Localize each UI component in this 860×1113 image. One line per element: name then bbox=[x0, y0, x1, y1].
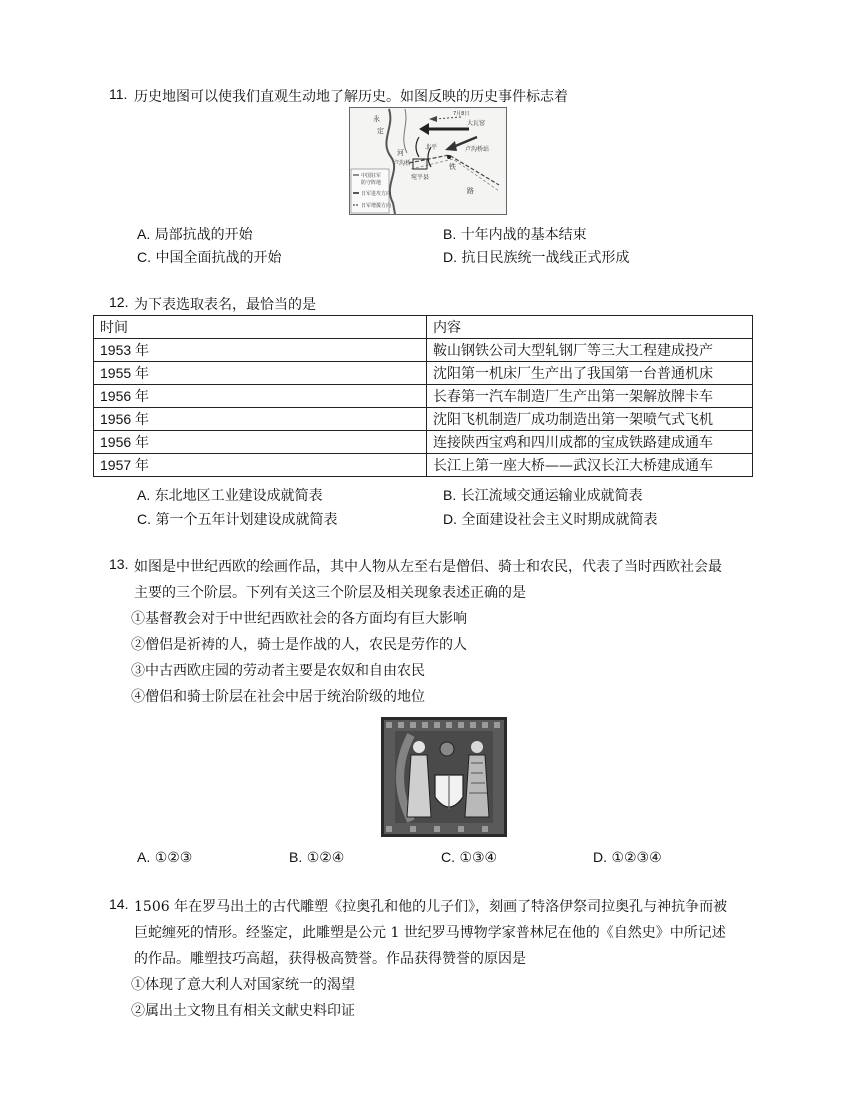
legend-item-1: 中国驻军 bbox=[361, 173, 382, 179]
question-12-number: 12. bbox=[109, 294, 129, 310]
map-label-yong: 永 bbox=[373, 115, 380, 123]
q14-statement-1: ①体现了意大利人对国家统一的渴望 bbox=[131, 977, 355, 993]
q13-option-a[interactable]: A. ①②③ bbox=[137, 849, 193, 866]
q12-option-d[interactable]: D. 全面建设社会主义时期成就简表 bbox=[443, 511, 658, 528]
map-label-date: 7月8日 bbox=[453, 111, 470, 117]
legend-item-3: 日军进攻方向 bbox=[361, 191, 392, 197]
map-label-station: 卢沟桥站 bbox=[465, 146, 490, 153]
q13-statement-4: ④僧侣和骑士阶层在社会中居于统治阶级的地位 bbox=[131, 689, 425, 705]
map-label-luguoqiao: 卢沟桥 bbox=[393, 160, 412, 167]
table-cell-year: 1956 年 bbox=[94, 431, 427, 454]
question-14-stem-line-1: 1506 年在罗马出土的古代雕塑《拉奥孔和他的儿子们》，刻画了特洛伊祭司拉奥孔与神抗争而被 bbox=[134, 899, 728, 915]
map-label-tie: 铁 bbox=[449, 163, 456, 171]
map-label-beiping: 北平 bbox=[425, 144, 438, 151]
table-cell-content: 长江上第一座大桥——武汉长江大桥建成通车 bbox=[427, 454, 753, 477]
map-label-wanping: 宛平县 bbox=[411, 174, 430, 181]
map-label-dawayao: 大瓦窑 bbox=[467, 120, 486, 127]
q12-option-b[interactable]: B. 长江流域交通运输业成就简表 bbox=[443, 487, 643, 504]
table-cell-content: 沈阳飞机制造厂成功制造出第一架喷气式飞机 bbox=[427, 408, 753, 431]
q13-option-b[interactable]: B. ①②④ bbox=[289, 849, 345, 866]
q13-statement-3: ③中古西欧庄园的劳动者主要是农奴和自由农民 bbox=[131, 663, 425, 679]
q11-option-a[interactable]: A. 局部抗战的开始 bbox=[137, 226, 253, 243]
map-label-lu: 路 bbox=[467, 187, 474, 195]
table-header-time: 时间 bbox=[94, 316, 427, 339]
table-cell-content: 连接陕西宝鸡和四川成都的宝成铁路建成通车 bbox=[427, 431, 753, 454]
map-label-ding: 定 bbox=[377, 127, 384, 135]
question-14-stem-line-2: 巨蛇缠死的情形。经鉴定，此雕塑是公元 1 世纪罗马博物学家普林尼在他的《自然史》中所记述 bbox=[134, 925, 726, 941]
question-12-stem: 为下表选取表名，最恰当的是 bbox=[134, 297, 316, 313]
table-row bbox=[94, 362, 753, 385]
table-cell-content: 长春第一汽车制造厂生产出第一架解放牌卡车 bbox=[427, 385, 753, 408]
table-row bbox=[94, 408, 753, 431]
q11-option-d[interactable]: D. 抗日民族统一战线正式形成 bbox=[443, 249, 630, 266]
table-cell-year: 1957 年 bbox=[94, 454, 427, 477]
question-13-stem-line-1: 如图是中世纪西欧的绘画作品，其中人物从左至右是僧侣、骑士和农民，代表了当时西欧社会最 bbox=[134, 559, 722, 575]
table-header-content: 内容 bbox=[427, 316, 753, 339]
q12-option-a[interactable]: A. 东北地区工业建设成就简表 bbox=[137, 487, 323, 504]
table-row bbox=[94, 454, 753, 477]
q14-statement-2: ②属出土文物且有相关文献史料印证 bbox=[131, 1003, 355, 1019]
q11-option-c[interactable]: C. 中国全面抗战的开始 bbox=[137, 249, 282, 266]
table-cell-year: 1953 年 bbox=[94, 339, 427, 362]
question-13-number: 13. bbox=[109, 556, 129, 572]
table-cell-year: 1956 年 bbox=[94, 385, 427, 408]
table-row bbox=[94, 431, 753, 454]
table-cell-year: 1956 年 bbox=[94, 408, 427, 431]
map-label-he: 河 bbox=[397, 149, 404, 157]
q13-option-c[interactable]: C. ①③④ bbox=[441, 849, 498, 866]
question-14-number: 14. bbox=[109, 896, 129, 912]
question-13-stem-line-2: 主要的三个阶层。下列有关这三个阶层及相关现象表述正确的是 bbox=[134, 585, 526, 601]
legend-item-4: 日军增援方向 bbox=[361, 203, 392, 209]
legend-item-2: 防守阵地 bbox=[361, 180, 382, 186]
q13-option-d[interactable]: D. ①②③④ bbox=[593, 849, 662, 866]
question-11-number: 11. bbox=[109, 86, 128, 102]
q13-statement-2: ②僧侣是祈祷的人，骑士是作战的人，农民是劳作的人 bbox=[131, 637, 467, 653]
table-row bbox=[94, 385, 753, 408]
medieval-painting-figure bbox=[381, 717, 507, 837]
battle-map-figure bbox=[349, 107, 507, 215]
q12-option-c[interactable]: C. 第一个五年计划建设成就简表 bbox=[137, 511, 338, 528]
question-14-stem-line-3: 的作品。雕塑技巧高超，获得极高赞誉。作品获得赞誉的原因是 bbox=[134, 951, 526, 967]
table-cell-year: 1955 年 bbox=[94, 362, 427, 385]
q11-option-b[interactable]: B. 十年内战的基本结束 bbox=[443, 226, 587, 243]
table-cell-content: 沈阳第一机床厂生产出了我国第一台普通机床 bbox=[427, 362, 753, 385]
table-cell-content: 鞍山钢铁公司大型轧钢厂等三大工程建成投产 bbox=[427, 339, 753, 362]
table-header-row bbox=[94, 316, 753, 339]
achievement-table bbox=[93, 315, 753, 477]
question-11-stem: 历史地图可以使我们直观生动地了解历史。如图反映的历史事件标志着 bbox=[134, 89, 568, 105]
q13-statement-1: ①基督教会对于中世纪西欧社会的各方面均有巨大影响 bbox=[131, 611, 467, 627]
table-row bbox=[94, 339, 753, 362]
